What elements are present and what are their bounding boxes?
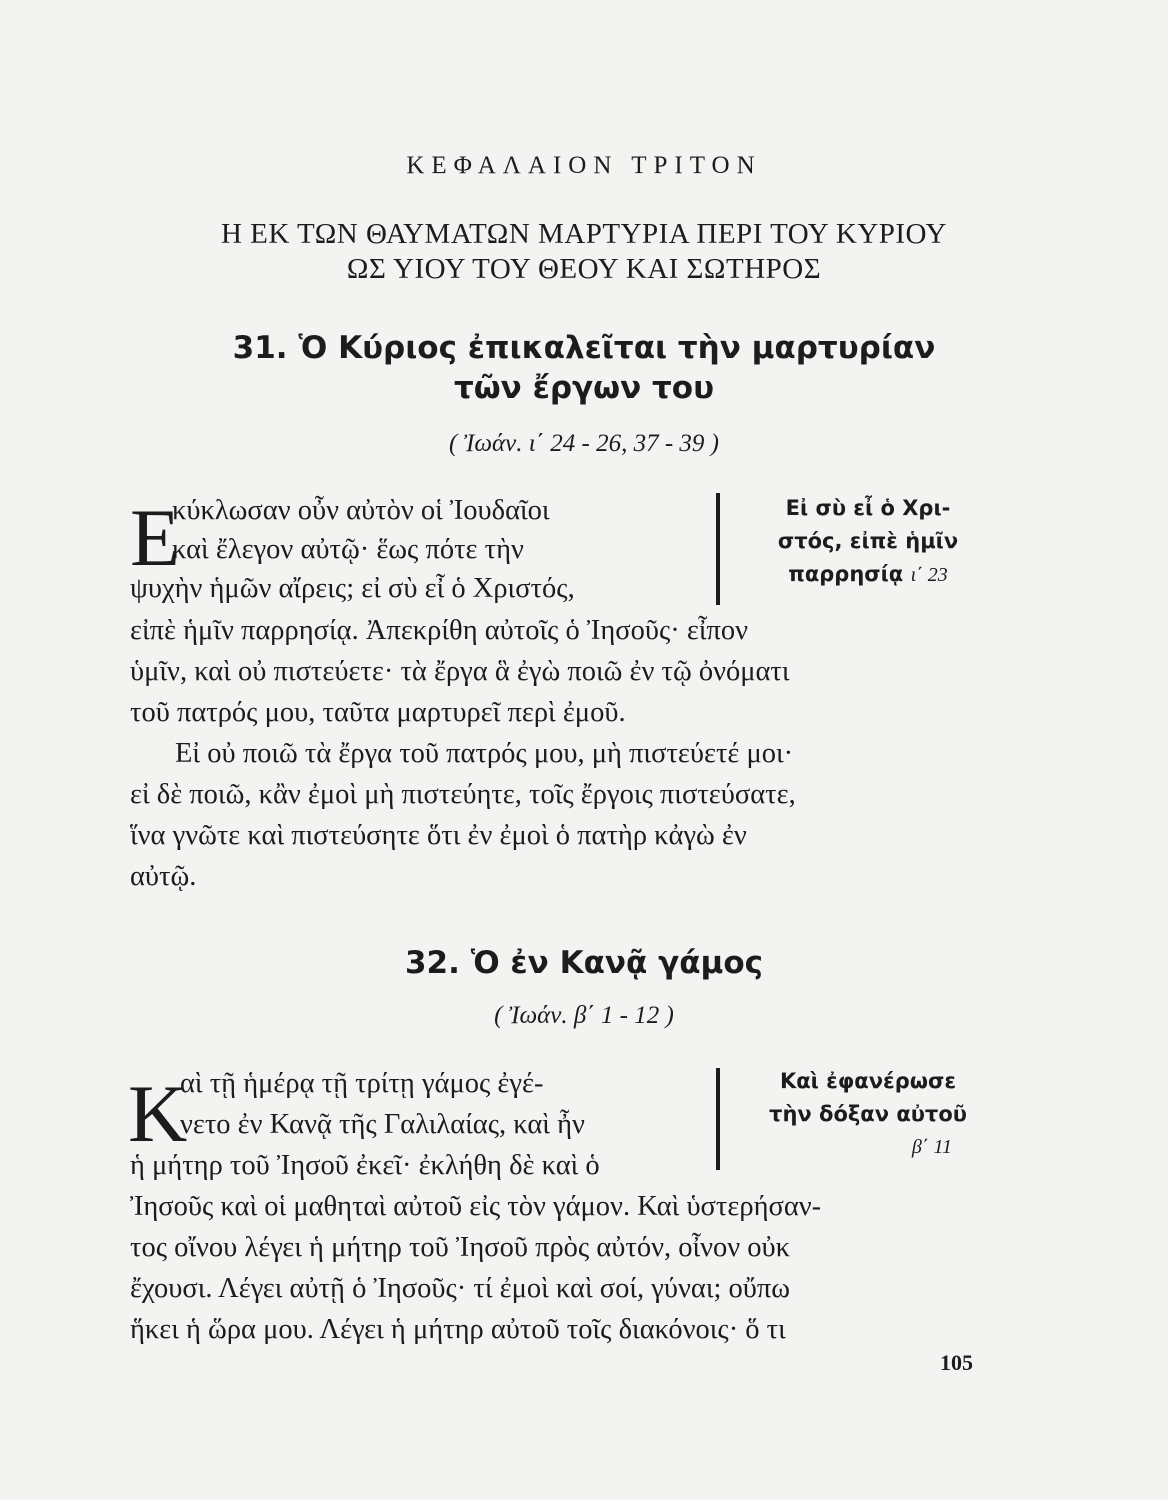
section-31-margin-note [748, 492, 988, 592]
margin-note-32-line-1: Καὶ ἐφανέρωσε [779, 1069, 957, 1093]
section-32-dropcap: Κ [128, 1068, 188, 1159]
margin-note-31-line-1: Εἰ σὺ εἶ ὁ Χρι- [785, 496, 951, 520]
section-32-line-1: αὶ τῇ ἡμέρᾳ τῇ τρίτῃ γάμος ἐγέ- [180, 1068, 544, 1099]
section-32-margin-note [748, 1065, 988, 1164]
section-31-line-2: καὶ ἔλεγον αὐτῷ· ἕως πότε τὴν [172, 534, 524, 565]
margin-note-32-reference: β΄ 11 [911, 1136, 952, 1158]
section-32-line-6: ἔχουσι. Λέγει αὐτῇ ὁ Ἰησοῦς· τί ἐμοὶ καὶ σοί, γύναι; οὔπω [130, 1273, 791, 1304]
chapter-subtitle-line-2: ΩΣ ΥΙΟΥ ΤΟΥ ΘΕΟΥ ΚΑΙ ΣΩΤΗΡΟΣ [346, 253, 822, 285]
section-32-reference: ( Ἰωάν. β΄ 1 - 12 ) [494, 1002, 674, 1029]
section-31-line-4: εἰπὲ ἡμῖν παρρησίᾳ. Ἀπεκρίθη αὐτοῖς ὁ Ἰησοῦς· εἶπον [130, 615, 749, 646]
section-32-line-2: νετο ἐν Κανᾷ τῆς Γαλιλαίας, καὶ ἦν [180, 1109, 585, 1140]
section-31-line-5: ὑμῖν, καὶ οὐ πιστεύετε· τὰ ἔργα ἃ ἐγὼ ποιῶ ἐν τῷ ὀνόματι [130, 656, 790, 687]
section-32-line-7: ἥκει ἡ ὥρα μου. Λέγει ἡ μήτηρ αὐτοῦ τοῖς διακόνοις· ὅ τι [130, 1314, 786, 1345]
section-31-dropcap: Ε [130, 492, 181, 583]
section-32-line-3: ἡ μήτηρ τοῦ Ἰησοῦ ἐκεῖ· ἐκλήθη δὲ καὶ ὁ [130, 1150, 600, 1181]
section-31-line-10: αὐτῷ. [130, 861, 197, 892]
section-31-line-9: ἵνα γνῶτε καὶ πιστεύσητε ὅτι ἐν ἐμοὶ ὁ πατὴρ κἀγὼ ἐν [130, 820, 747, 851]
section-31-line-7: Εἰ οὐ ποιῶ τὰ ἔργα τοῦ πατρός μου, μὴ πιστεύετέ μοι· [175, 738, 794, 769]
margin-note-31-line-3 [748, 558, 988, 592]
margin-note-31-text: παρρησίᾳ [788, 562, 904, 586]
section-32-heading: 32. Ὁ ἐν Κανᾷ γάμος [404, 945, 763, 981]
margin-note-32-line-2: τὴν δόξαν αὐτοῦ [769, 1102, 967, 1126]
section-31-line-3: ψυχὴν ἡμῶν αἴρεις; εἰ σὺ εἶ ὁ Χριστός, [130, 573, 575, 604]
section-31-line-8: εἰ δὲ ποιῶ, κἂν ἐμοὶ μὴ πιστεύητε, τοῖς ἔργοις πιστεύσατε, [130, 779, 796, 810]
section-31-reference: ( Ἰωάν. ι΄ 24 - 26, 37 - 39 ) [449, 430, 719, 457]
section-31-heading-line-1: 31. Ὁ Κύριος ἐπικαλεῖται τὴν μαρτυρίαν [232, 330, 936, 366]
margin-note-31-line-2: στός, εἰπὲ ἡμῖν [777, 529, 959, 553]
chapter-subtitle-line-1: Η ΕΚ ΤΩΝ ΘΑΥΜΑΤΩΝ ΜΑΡΤΥΡΙΑ ΠΕΡΙ ΤΟΥ ΚΥΡΙΟΥ [220, 218, 947, 250]
margin-rule-31 [716, 493, 720, 605]
margin-note-31-reference: ι΄ 23 [910, 564, 948, 586]
section-31-line-1: κύκλωσαν οὖν αὐτὸν οἱ Ἰουδαῖοι [172, 495, 550, 526]
section-31-heading-line-2: τῶν ἔργων του [453, 370, 715, 406]
page-number: 105 [940, 1350, 973, 1375]
section-32-line-4: Ἰησοῦς καὶ οἱ μαθηταὶ αὐτοῦ εἰς τὸν γάμον. Καὶ ὑστερήσαν- [130, 1191, 822, 1222]
chapter-title: ΚΕΦΑΛΑΙΟΝ ΤΡΙΤΟΝ [406, 152, 762, 179]
margin-rule-32 [716, 1068, 720, 1170]
section-32-line-5: τος οἴνου λέγει ἡ μήτηρ τοῦ Ἰησοῦ πρὸς αὐτόν, οἶνον οὐκ [130, 1232, 791, 1263]
section-31-line-6: τοῦ πατρός μου, ταῦτα μαρτυρεῖ περὶ ἐμοῦ. [130, 697, 626, 728]
